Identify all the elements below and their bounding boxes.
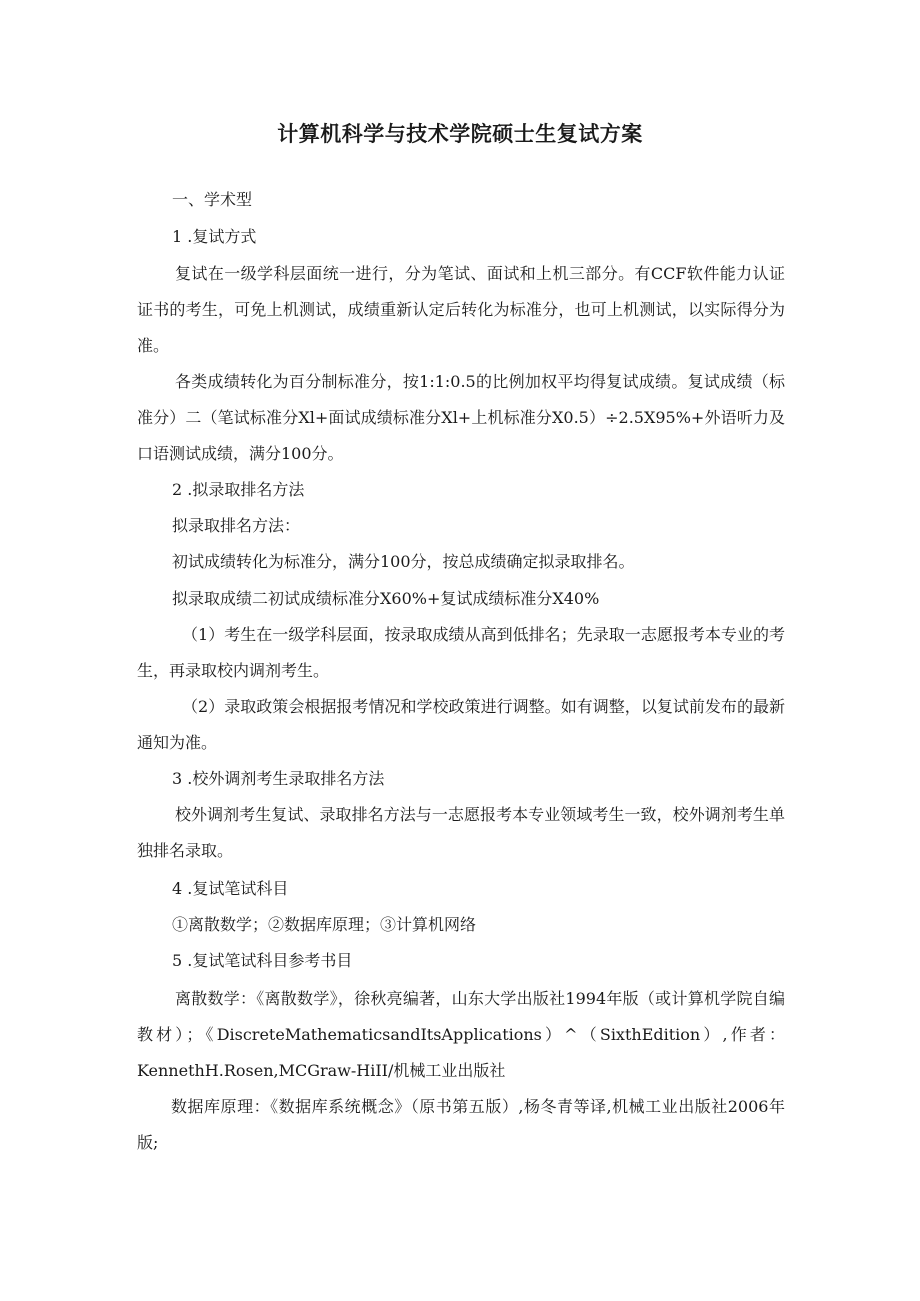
item2-line-3: 拟录取成绩二初试成绩标准分X60%+复试成绩标准分X40%	[172, 589, 600, 608]
item2-line-1: 拟录取排名方法：	[172, 516, 301, 535]
section-heading-academic: 一、学术型	[172, 190, 253, 209]
item2-sub-1: （1）考生在一级学科层面，按录取成绩从高到低排名；先录取一志愿报考本专业的考生，再录取校内调剂考生。	[137, 625, 785, 680]
item5-paragraph-2: 数据库原理：《数据库系统概念》（原书第五版）,杨冬青等译,机械工业出版社2006年版;	[137, 1097, 785, 1152]
item1-paragraph-1: 复试在一级学科层面统一进行，分为笔试、面试和上机三部分。有CCF软件能力认证证书的考生，可免上机测试，成绩重新认定后转化为标准分，也可上机测试，以实际得分为准。	[137, 264, 785, 355]
item5-heading: 5 .复试笔试科目参考书目	[172, 951, 353, 970]
page-title: 计算机科学与技术学院硕士生复试方案	[277, 122, 643, 146]
item5-paragraph-1: 离散数学：《离散数学》，徐秋亮编著，山东大学出版社1994年版（或计算机学院自编教材）；《DiscreteMathematicsandItsApplications）^（SixthEdition）,作者：KennethH.Rosen,MCGraw-HiII/机械工业出版社	[137, 989, 785, 1080]
item2-sub-2: （2）录取政策会根据报考情况和学校政策进行调整。如有调整，以复试前发布的最新通知为准。	[137, 697, 785, 752]
item4-heading: 4 .复试笔试科目	[172, 879, 289, 898]
item3-paragraph: 校外调剂考生复试、录取排名方法与一志愿报考本专业领域考生一致，校外调剂考生单独排名录取。	[137, 805, 785, 860]
item4-subjects: ①离散数学；②数据库原理；③计算机网络	[172, 915, 477, 934]
item3-heading: 3 .校外调剂考生录取排名方法	[172, 769, 385, 788]
item2-line-2: 初试成绩转化为标准分，满分100分，按总成绩确定拟录取排名。	[172, 552, 635, 571]
item2-heading: 2 .拟录取排名方法	[172, 480, 305, 499]
item1-paragraph-2: 各类成绩转化为百分制标准分，按1:1:0.5的比例加权平均得复试成绩。复试成绩（标准分）二（笔试标准分Xl+面试成绩标准分Xl+上机标准分X0.5）÷2.5X95%+外语听力及口语测试成绩，满分100分。	[137, 372, 785, 463]
item1-heading: 1 .复试方式	[172, 227, 257, 246]
